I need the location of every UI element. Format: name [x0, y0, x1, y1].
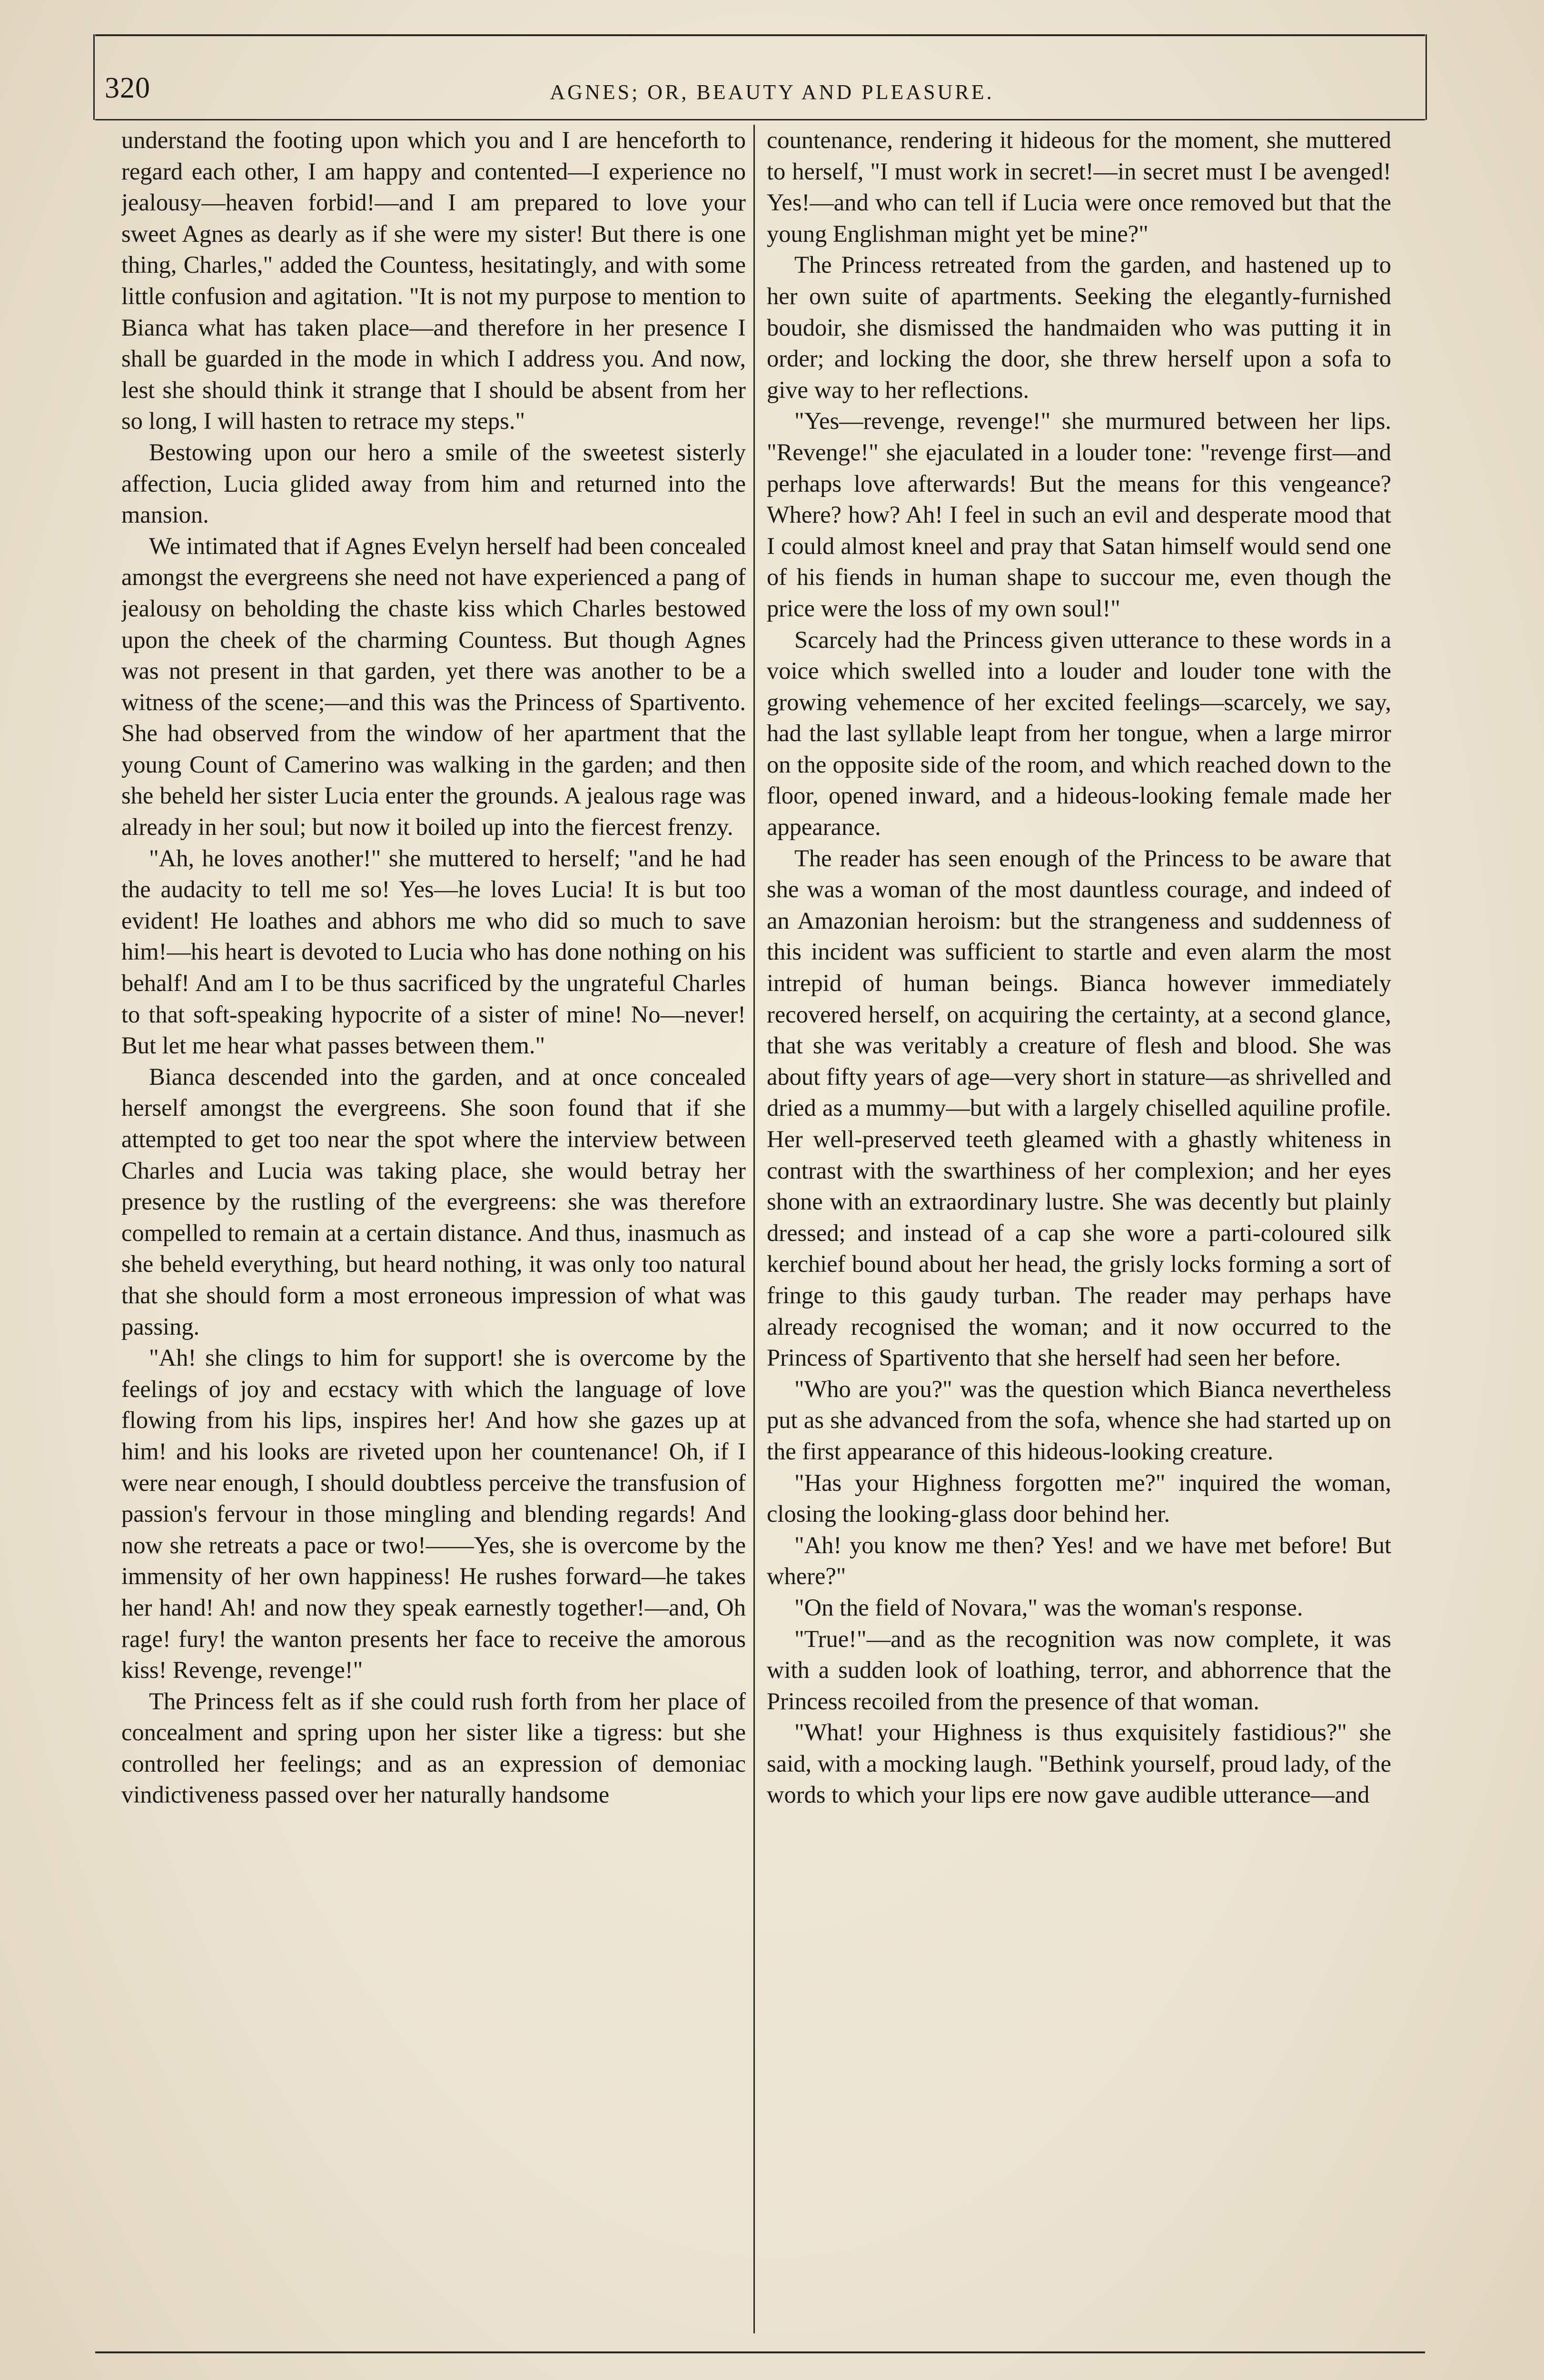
column-divider — [753, 125, 755, 2333]
top-rule — [95, 34, 1425, 36]
left-column — [121, 125, 746, 2333]
paragraph: "On the field of Novara," was the woman's response. — [794, 1594, 1303, 1621]
running-head: AGNES; OR, BEAUTY AND PLEASURE. — [550, 80, 994, 104]
paragraph: "Yes—revenge, revenge!" she murmured between her lips. "Revenge!" she ejaculated in a louder tone: "revenge first—and perhaps love afterwards! But the means for this vengeance? Where? how? Ah! I feel in such an evil and desperate mood that I could almost kneel and pray that Satan himself would send one of his fiends in human shape to succour me, even though the price were the loss of my own soul!" — [767, 407, 1391, 622]
header-right-edge — [1425, 34, 1427, 120]
paragraph: "Ah! you know me then? Yes! and we have met before! But where?" — [767, 1531, 1391, 1590]
paragraph: "True!"—and as the recognition was now complete, it was with a sudden look of loathing, terror, and abhorrence that the Princess recoiled from the presence of that woman. — [767, 1625, 1391, 1715]
right-column — [767, 125, 1391, 2333]
paragraph: We intimated that if Agnes Evelyn herself had been concealed amongst the evergreens she need not have experienced a pang of jealousy on beholding the chaste kiss which Charles bestowed upon the cheek of the charming Countess. But though Agnes was not present in that garden, yet there was another to be a witness of the scene;—and this was the Princess of Spartivento. She had observed from the window of her apartment that the young Count of Camerino was walking in the garden; and then she beheld her sister Lucia enter the grounds. A jealous rage was already in her soul; but now it boiled up into the fiercest frenzy. — [121, 532, 746, 841]
bottom-rule — [95, 2351, 1425, 2353]
paragraph: Bestowing upon our hero a smile of the sweetest sisterly affection, Lucia glided away from him and returned into the mansion. — [121, 438, 746, 528]
header-rule — [95, 119, 1425, 120]
paragraph: "Has your Highness forgotten me?" inquired the woman, closing the looking-glass door behind her. — [767, 1469, 1391, 1527]
paragraph: "Ah! she clings to him for support! she is overcome by the feelings of joy and ecstacy with which the language of love flowing from his lips, inspires her! And how she gazes up at him! and his looks are riveted upon her countenance! Oh, if I were near enough, I should doubtless perceive the transfusion of passion's fervour in those mingling and blending regards! And now she retreats a pace or two!——Yes, she is overcome by the immensity of her own happiness! He rushes forward—he takes her hand! Ah! and now they speak earnestly together!—and, Oh rage! fury! the wanton presents her face to receive the amorous kiss! Revenge, revenge!" — [121, 1344, 746, 1684]
paragraph: understand the footing upon which you and I are henceforth to regard each other, I am happy and contented—I experience no jealousy—heaven forbid!—and I am prepared to love your sweet Agnes as dearly as if she were my sister! But there is one thing, Charles," added the Countess, hesitatingly, and with some little confusion and agitation. "It is not my purpose to mention to Bianca what has taken place—and therefore in her presence I shall be guarded in the mode in which I address you. And now, lest she should think it strange that I should be absent from her so long, I will hasten to retrace my steps." — [121, 127, 746, 435]
paragraph: countenance, rendering it hideous for the moment, she muttered to herself, "I must work in secret!—in secret must I be avenged! Yes!—and who can tell if Lucia were once removed but that the young Englishman might yet be mine?" — [767, 127, 1391, 247]
header-left-edge — [93, 34, 95, 120]
text-columns — [121, 125, 1391, 2333]
paragraph: The Princess felt as if she could rush forth from her place of concealment and spring upon her sister like a tigress: but she controlled her feelings; and as an expression of demoniac vindictiveness passed over her naturally handsome — [121, 1687, 746, 1808]
page-number: 320 — [105, 72, 150, 104]
paragraph: Scarcely had the Princess given utterance to these words in a voice which swelled into a louder and louder tone with the growing vehemence of her excited feelings—scarcely, we say, had the last syllable leapt from her tongue, when a large mirror on the opposite side of the room, and which reached down to the floor, opened inward, and a hideous-looking female made her appearance. — [767, 626, 1391, 841]
paragraph: The Princess retreated from the garden, and hastened up to her own suite of apartments. Seeking the elegantly-furnished boudoir, she dismissed the handmaiden who was putting it in order; and locking the door, she threw herself upon a sofa to give way to her reflections. — [767, 251, 1391, 403]
paragraph: Bianca descended into the garden, and at once concealed herself amongst the evergreens. She soon found that if she attempted to get too near the spot where the interview between Charles and Lucia was taking place, she would betray her presence by the rustling of the evergreens: she was therefore compelled to remain at a certain distance. And thus, inasmuch as she beheld everything, but heard nothing, it was only too natural that she should form a most erroneous impression of what was passing. — [121, 1063, 746, 1340]
paragraph: "Who are you?" was the question which Bianca nevertheless put as she advanced from the sofa, whence she had started up on the first appearance of this hideous-looking creature. — [767, 1375, 1391, 1465]
paragraph: The reader has seen enough of the Princess to be aware that she was a woman of the most dauntless courage, and indeed of an Amazonian heroism: but the strangeness and suddenness of this incident was sufficient to startle and even alarm the most intrepid of human beings. Bianca however immediately recovered herself, on acquiring the certainty, at a second glance, that she was veritably a creature of flesh and blood. She was about fifty years of age—very short in stature—as shrivelled and dried as a mummy—but with a largely chiselled aquiline profile. Her well-preserved teeth gleamed with a ghastly whiteness in contrast with the swarthiness of her complexion; and her eyes shone with an extraordinary lustre. She was decently but plainly dressed; and instead of a cap she wore a parti-coloured silk kerchief bound about her head, the grisly locks forming a sort of fringe to this gaudy turban. The reader may perhaps have already recognised the woman; and it now occurred to the Princess of Spartivento that she herself had seen her before. — [767, 844, 1391, 1371]
paragraph: "What! your Highness is thus exquisitely fastidious?" she said, with a mocking laugh. "Bethink yourself, proud lady, of the words to which your lips ere now gave audible utterance—and — [767, 1719, 1391, 1808]
paragraph: "Ah, he loves another!" she muttered to herself; "and he had the audacity to tell me so! Yes—he loves Lucia! It is but too evident! He loathes and abhors me who did so much to save him!—his heart is devoted to Lucia who has done nothing on his behalf! And am I to be thus sacrificed by the ungrateful Charles to that soft-speaking hypocrite of a sister of mine! No—never! But let me hear what passes between them." — [121, 844, 746, 1059]
